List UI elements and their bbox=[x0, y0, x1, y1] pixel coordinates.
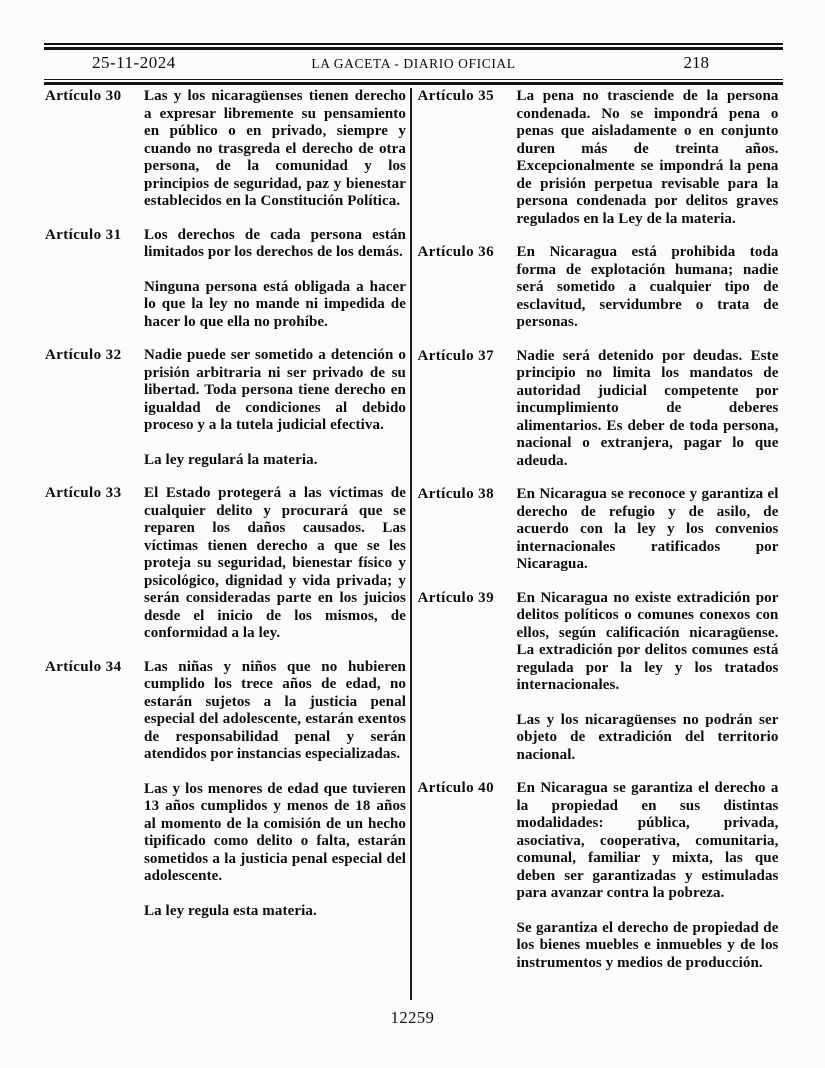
article-paragraph: Las y los menores de edad que tuvieren 13 años cumplidos y menos de 18 años al momento de la comisión de un hecho tipificado como delito o falta, estarán sometidos a la justicia penal especial del adolescente. bbox=[144, 780, 406, 884]
article-label: Artículo 33 bbox=[45, 485, 122, 501]
masthead-row bbox=[44, 50, 783, 79]
article-paragraph: Se garantiza el derecho de propiedad de los bienes muebles e inmuebles y de los instrumentos y medios de producción. bbox=[516, 919, 779, 971]
article-block bbox=[418, 780, 779, 972]
article-text bbox=[144, 659, 406, 921]
article-block bbox=[45, 347, 406, 469]
article-label: Artículo 38 bbox=[417, 486, 494, 502]
gazette-title: LA GACETA - DIARIO OFICIAL bbox=[311, 55, 516, 71]
article-text bbox=[144, 347, 406, 469]
article-block bbox=[418, 348, 779, 471]
article-paragraph: El Estado protegerá a las víctimas de cualquier delito y procurará que se reparen los daños causados. Las víctimas tienen derecho a que se les proteja su seguridad, bienestar físico y psicológico, dignidad y vida privada; y serán consideradas parte en los juicios desde el inicio de los mismos, de conformidad a la ley. bbox=[144, 485, 406, 641]
article-text bbox=[144, 227, 406, 332]
article-paragraph: La pena no trasciende de la persona condenada. No se impondrá pena o penas que aisladamente o en conjunto duren más de treinta años. Excepcionalmente se impondrá la pena de prisión perpetua revisable para la persona condenada por delitos graves regulados en la Ley de la materia. bbox=[516, 88, 779, 227]
article-label: Artículo 39 bbox=[417, 589, 494, 606]
column-right bbox=[418, 88, 779, 1000]
article-label: Artículo 30 bbox=[45, 88, 122, 104]
folio-number: 12259 bbox=[390, 1008, 435, 1027]
article-block bbox=[418, 244, 779, 332]
article-block bbox=[418, 486, 779, 574]
article-columns bbox=[45, 88, 782, 1000]
article-paragraph: Los derechos de cada persona están limitados por los derechos de los demás. bbox=[144, 226, 406, 260]
article-block bbox=[45, 88, 406, 211]
article-block bbox=[418, 88, 779, 228]
article-label: Artículo 36 bbox=[417, 244, 494, 260]
article-block bbox=[418, 590, 779, 765]
masthead-bottom-rule-thin bbox=[44, 79, 783, 81]
article-paragraph: La ley regulará la materia. bbox=[144, 451, 318, 468]
article-label: Artículo 31 bbox=[45, 226, 122, 243]
article-text bbox=[517, 486, 779, 574]
article-paragraph: Ninguna persona está obligada a hacer lo que la ley no mande ni impedida de hacer lo que ella no prohíbe. bbox=[144, 278, 406, 330]
page-number: 218 bbox=[683, 52, 709, 72]
article-block bbox=[45, 485, 406, 643]
column-left bbox=[45, 88, 406, 1000]
article-text bbox=[517, 244, 779, 332]
masthead bbox=[44, 43, 783, 85]
article-paragraph: Nadie será detenido por deudas. Este principio no limita los mandatos de autoridad judicial competente por incumplimiento de deberes alimentarios. Es deber de toda persona, nacional o extranjera, pagar lo que adeuda. bbox=[516, 347, 779, 469]
masthead-bottom-rule-thick bbox=[44, 82, 783, 85]
article-label: Artículo 37 bbox=[417, 347, 494, 364]
article-label: Artículo 32 bbox=[45, 347, 122, 363]
article-block bbox=[45, 659, 406, 921]
article-paragraph: En Nicaragua no existe extradición por delitos políticos o comunes conexos con ellos, según calificación nicaragüense. La extradición por delitos comunes está regulada por la ley y los tratados internacionales. bbox=[516, 589, 779, 693]
article-text bbox=[144, 88, 406, 211]
article-paragraph: Las y los nicaragüenses tienen derecho a expresar libremente su pensamiento en público o en privado, siempre y cuando no trasgreda el derecho de otra persona, de la comunidad y los principios de seguridad, paz y bienestar establecidos en la Constitución Política. bbox=[144, 88, 406, 209]
article-paragraph: Nadie puede ser sometido a detención o prisión arbitraria ni ser privado de su libertad. Toda persona tiene derecho en igualdad de condiciones al debido proceso y a la tutela judicial efectiva. bbox=[144, 347, 406, 433]
column-divider bbox=[410, 88, 412, 1000]
article-text bbox=[517, 780, 779, 972]
article-label: Artículo 40 bbox=[417, 780, 494, 796]
article-paragraph: En Nicaragua se garantiza el derecho a la propiedad en sus distintas modalidades: pública, privada, asociativa, cooperativa, comunitaria, comunal, familiar y mixta, las que deben ser garantizadas y estimuladas para avanzar contra la pobreza. bbox=[516, 780, 779, 901]
article-text bbox=[517, 88, 779, 228]
masthead-top-rule-thin bbox=[44, 43, 783, 45]
article-paragraph: En Nicaragua está prohibida toda forma de explotación humana; nadie será sometido a cualquier tipo de esclavitud, servidumbre o trata de personas. bbox=[516, 244, 779, 330]
article-paragraph: Las niñas y niños que no hubieren cumplido los trece años de edad, no estarán sujetos a la justicia penal especial del adolescente, estarán exentos de responsabilidad penal y serán atendidos por instancias especializadas. bbox=[144, 658, 406, 762]
article-block bbox=[45, 227, 406, 332]
article-label: Artículo 34 bbox=[45, 658, 122, 675]
article-paragraph: Las y los nicaragüenses no podrán ser objeto de extradición del territorio nacional. bbox=[516, 711, 779, 763]
article-paragraph: En Nicaragua se reconoce y garantiza el derecho de refugio y de asilo, de acuerdo con la ley y los convenios internacionales ratificados por Nicaragua. bbox=[516, 486, 779, 572]
issue-date: 25-11-2024 bbox=[92, 52, 176, 72]
article-text bbox=[144, 485, 406, 643]
article-paragraph: La ley regula esta materia. bbox=[144, 902, 317, 919]
article-label: Artículo 35 bbox=[417, 88, 494, 104]
article-text bbox=[517, 590, 779, 765]
article-text bbox=[517, 348, 779, 471]
